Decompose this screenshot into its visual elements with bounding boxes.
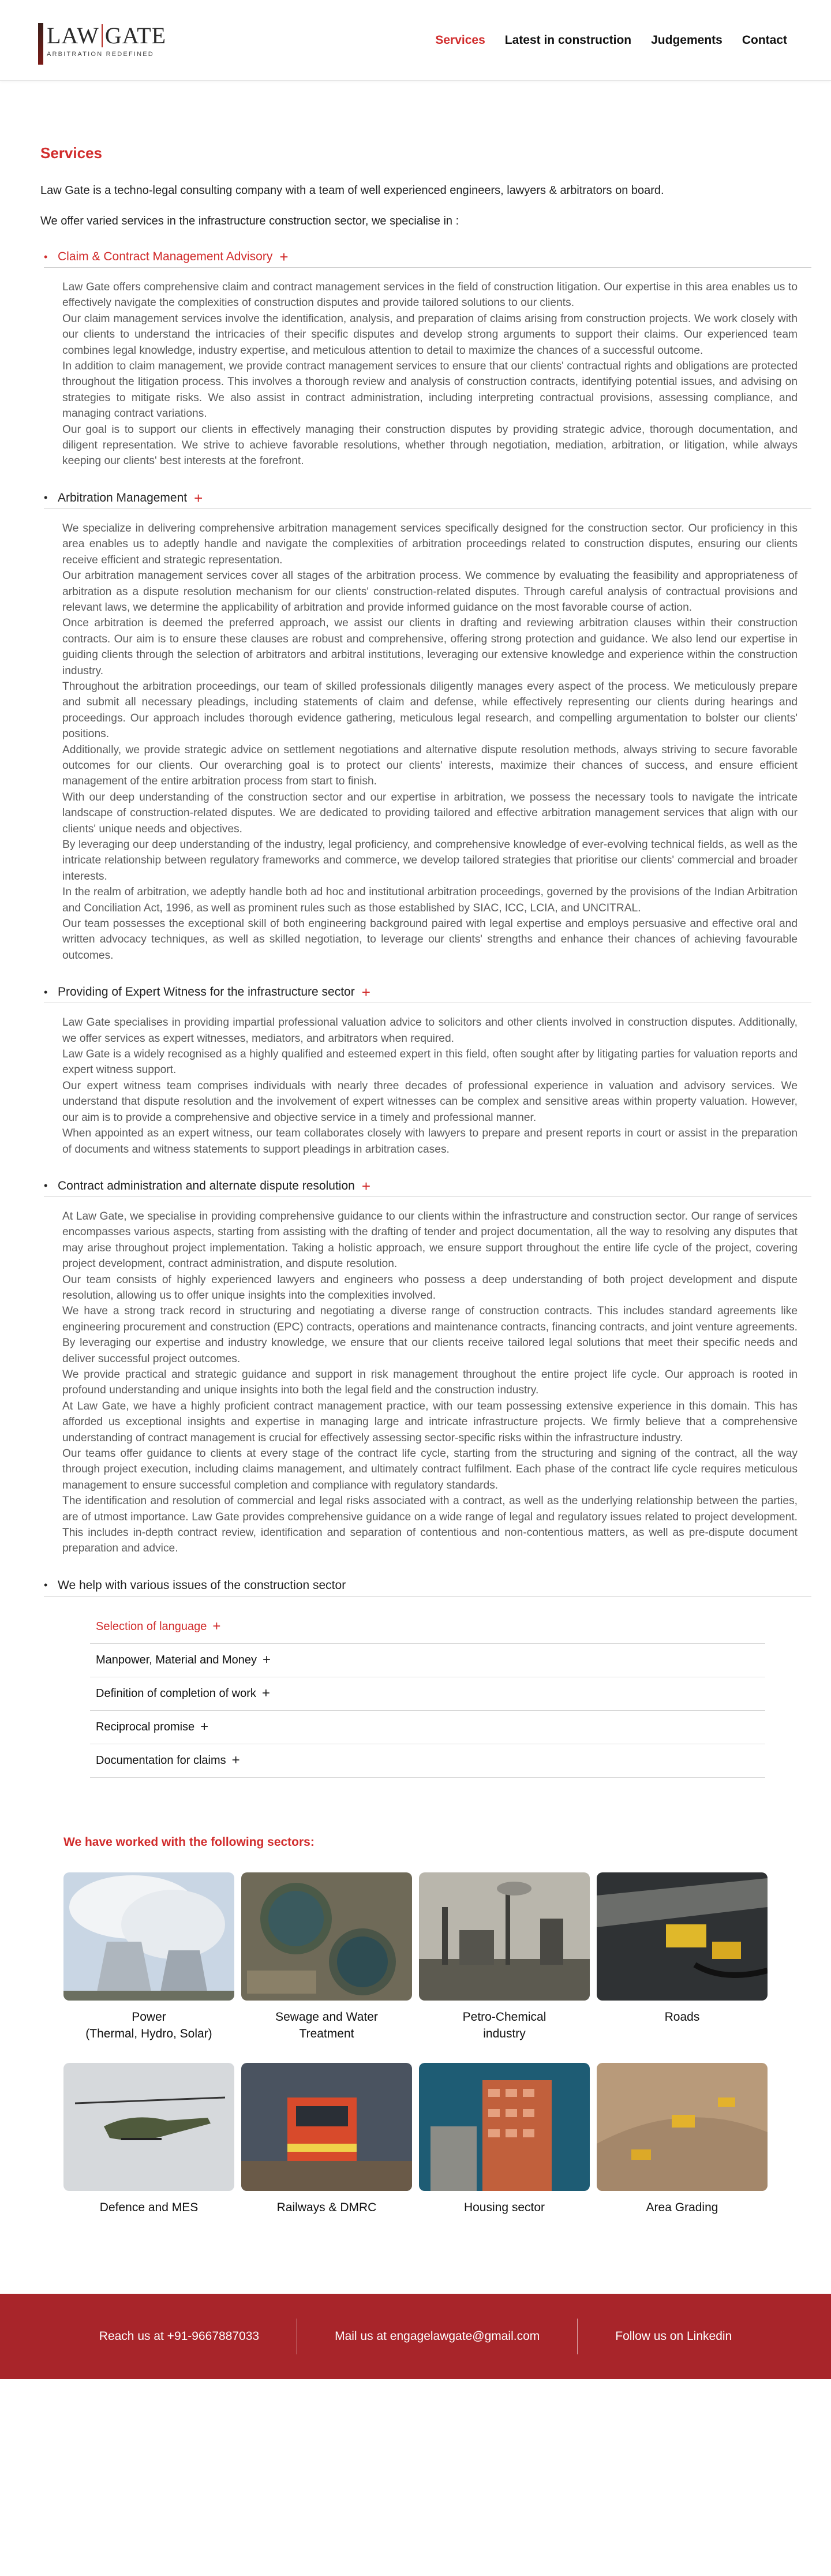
sector-label: Petro-Chemical industry <box>462 2010 546 2040</box>
area-grading-image <box>597 2063 768 2191</box>
accordion-paragraph: Once arbitration is deemed the preferred approach, we assist our clients in drafting and reviewing arbitration clauses within their construction contracts. Our aim is to ensure these clauses are robust and comprehensive, offering strong protection and guidance. We also lend our expertise in guiding clients through the selection of arbitrators and arbitral institutions, leveraging our extensive knowledge and experience within the construction industry. <box>62 617 798 677</box>
bullet-icon: • <box>44 492 48 504</box>
accordion-paragraph: Additionally, we provide strategic advice on settlement negotiations and alternative dispute resolution methods, always striving to secure favorable outcomes for our clients. Our overarching goal is to protect our clients' interests, maximize their chances of success, and ensure efficient management of the entire arbitration process from start to finish. <box>62 743 798 788</box>
plus-icon[interactable]: + <box>279 248 289 266</box>
accordion-paragraph: Law Gate offers comprehensive claim and contract management services in the field of construction litigation. Our expertise in this area enables us to effectively navigate the complexities of construction disputes and provide tailored solutions to our clients. <box>62 281 798 309</box>
sectors-grid <box>63 1872 791 2216</box>
bullet-icon: • <box>44 1579 48 1591</box>
plus-icon[interactable]: + <box>231 1752 240 1769</box>
logo-title-left: LAW <box>47 23 99 48</box>
plus-icon[interactable]: + <box>200 1719 209 1735</box>
accordion-paragraph: At Law Gate, we have a highly proficient contract management practice, with our team possessing extensive experience in this domain. This has afforded us exceptional insights and expertise in managing large and intricate infrastructure projects. We firmly believe that a comprehensive understanding of contract management is crucial for effectively assessing sector-specific risks within the infrastructure industry. <box>62 1400 798 1444</box>
accordion-paragraph: Our teams offer guidance to clients at every stage of the contract life cycle, starting from the structuring and signing of the contract, all the way through project execution, including claims management, and ultimately contract fulfilment. Each phase of the contract life cycle requires meticulous management to ensure successful completion and compliance with regulatory standards. <box>62 1448 798 1491</box>
site-footer <box>0 2294 831 2379</box>
intro-text: Law Gate is a techno-legal consulting company with a team of well experienced engineers, lawyers & arbitrators on board. <box>40 184 664 197</box>
accordion-paragraph: Our claim management services involve the identification, analysis, and preparation of claims arising from construction projects. We work closely with our clients to understand the intricacies of their specific disputes and develop strong arguments to support their claims. Our experienced team combines legal knowledge, industry expertise, and meticulous attention to detail to maximize the chances of a successful outcome. <box>62 312 798 357</box>
logo-tagline: ARBITRATION REDEFINED <box>47 51 154 58</box>
petrochemical-plant-image <box>419 1872 590 2001</box>
footer-linkedin-link[interactable]: Follow us on Linkedin <box>615 2329 732 2343</box>
plus-icon[interactable]: + <box>261 1685 270 1702</box>
help-section <box>44 1574 811 1778</box>
help-item[interactable] <box>90 1610 765 1644</box>
accordion-paragraph: Throughout the arbitration proceedings, our team of skilled professionals diligently manages every aspect of the process. We meticulously prepare and submit all necessary pleadings, including statements of claim and defense, while effectively representing our clients during hearings and proceedings. Our approach includes thorough evidence gathering, meticulous legal research, and compelling argumentation to bolster our clients' positions. <box>62 680 798 741</box>
accordion-body <box>44 268 811 469</box>
site-header <box>0 0 831 81</box>
sector-card <box>241 2063 412 2216</box>
accordion-paragraph: With our deep understanding of the construction sector and our expertise in arbitration, we possess the necessary tools to navigate the intricate landscape of construction-related disputes. We are dedicated to providing tailored and effective arbitration management services that align with our clients' unique needs and objectives. <box>62 791 798 835</box>
accordion-paragraph: In the realm of arbitration, we adeptly handle both ad hoc and institutional arbitration proceedings, governed by the provisions of the Indian Arbitration and Conciliation Act, 1996, as well as prominent rules such as those established by SIAC, ICC, LCIA, and UNCITRAL. <box>62 886 798 914</box>
plus-icon[interactable]: + <box>361 1177 370 1195</box>
sectors-title: We have worked with the following sectors: <box>63 1835 315 1849</box>
accordion-title: Contract administration and alternate dispute resolution <box>58 1179 355 1192</box>
accordion-paragraph: We have a strong track record in structuring and negotiating a diverse range of construction contracts. This includes standard agreements like engineering procurement and construction (EPC) contracts, operations and maintenance contracts, financing contracts, and joint venture agreements. By leveraging our expertise and industry knowledge, we ensure that our clients receive tailored legal solutions that meet their specific needs and deliver successful project outcomes. <box>62 1305 798 1365</box>
help-list <box>90 1610 765 1778</box>
logo-divider <box>102 24 103 47</box>
nav-contact[interactable]: Contact <box>742 33 787 47</box>
accordion-header[interactable] <box>44 981 811 1003</box>
accordion-header[interactable] <box>44 487 811 509</box>
main-content <box>0 81 831 2216</box>
bullet-icon: • <box>44 251 48 263</box>
accordion-header[interactable] <box>44 1175 811 1197</box>
help-title: We help with various issues of the construction sector <box>58 1578 346 1592</box>
sewage-plant-image <box>241 1872 412 2001</box>
plus-icon[interactable]: + <box>263 1652 271 1668</box>
accordion-paragraph: Our team consists of highly experienced lawyers and engineers who possess a deep understanding of both project development and dispute resolution, allowing us to offer unique insights into the complexities involved. <box>62 1273 798 1302</box>
help-item[interactable] <box>90 1744 765 1778</box>
accordion-paragraph: By leveraging our deep understanding of the industry, legal proficiency, and comprehensive knowledge of ever-evolving technical fields, as well as the intricate relationship between regulatory frameworks and commerce, we develop tailored strategies that prioritise our clients' commercial and broader interests. <box>62 839 798 883</box>
logo-title <box>47 23 166 48</box>
roads-image <box>597 1872 768 2001</box>
accordion-body <box>44 509 811 963</box>
sector-card <box>63 1872 234 2042</box>
plus-icon[interactable]: + <box>194 489 203 507</box>
accordion-title: Providing of Expert Witness for the infrastructure sector <box>58 985 355 999</box>
services-accordion <box>44 245 811 1557</box>
sector-card <box>419 2063 590 2216</box>
page-title: Services <box>40 144 102 162</box>
sector-card <box>63 2063 234 2216</box>
accordion-paragraph: Our arbitration management services cover all stages of the arbitration process. We commence by evaluating the feasibility and appropriateness of arbitration as a dispute resolution mechanism for our clients' construction-related disputes. Through careful analysis of contractual provisions and relevant laws, we determine the applicability of arbitration and provide informed guidance on the most favorable course of action. <box>62 570 798 614</box>
sector-label: Defence and MES <box>99 2200 199 2214</box>
accordion-body <box>44 1003 811 1157</box>
nav-judgements[interactable]: Judgements <box>651 33 723 47</box>
nav-services[interactable]: Services <box>435 33 485 47</box>
accordion-paragraph: Our expert witness team comprises individuals with nearly three decades of professional experience in valuation and advisory services. We understand that dispute resolution and the involvement of expert witnesses can be complex and sensitive areas within property valuation. However, our aim is to provide a comprehensive and objective service in a timely and professional manner. <box>62 1079 798 1124</box>
intro-specialise: We offer varied services in the infrastructure construction sector, we specialise in : <box>40 215 459 227</box>
sector-label: Housing sector <box>463 2200 545 2214</box>
help-item-label: Definition of completion of work <box>96 1687 256 1700</box>
sector-label: Sewage and Water Treatment <box>275 2010 378 2040</box>
nav-latest-in-construction[interactable]: Latest in construction <box>504 33 632 47</box>
accordion-header[interactable] <box>44 245 811 268</box>
accordion-title: Arbitration Management <box>58 491 188 504</box>
accordion-paragraph: Law Gate specialises in providing impartial professional valuation advice to solicitors and other clients involved in construction disputes. Additionally, we offer services as expert witnesses, mediators, and arbitrators when required. <box>62 1016 798 1045</box>
housing-construction-image <box>419 2063 590 2191</box>
footer-email-link[interactable]: Mail us at engagelawgate@gmail.com <box>335 2329 540 2343</box>
accordion-title: Claim & Contract Management Advisory <box>58 250 273 263</box>
sector-card <box>597 1872 768 2042</box>
accordion-paragraph: We specialize in delivering comprehensive arbitration management services specifically designed for the construction sector. Our proficiency in this area enables us to adeptly handle and navigate the complexities of arbitration proceedings related to construction disputes, ensuring our clients receive efficient and strategic representation. <box>62 522 798 566</box>
logo[interactable] <box>38 23 166 65</box>
plus-icon[interactable]: + <box>361 984 370 1001</box>
help-item-label: Selection of language <box>96 1620 207 1633</box>
sector-label: Roads <box>664 2010 700 2024</box>
logo-mark <box>38 23 43 65</box>
help-item[interactable] <box>90 1644 765 1677</box>
sector-label: Power (Thermal, Hydro, Solar) <box>85 2010 212 2040</box>
accordion-paragraph: Our goal is to support our clients in effectively managing their construction disputes by providing strategic advice, thorough documentation, and diligent representation. We strive to achieve favorable resolutions, whether through negotiation, mediation, arbitration, or litigation, while always keeping our clients' best interests at the forefront. <box>62 423 798 468</box>
help-item[interactable] <box>90 1677 765 1711</box>
railways-image <box>241 2063 412 2191</box>
help-header <box>44 1574 811 1597</box>
accordion-paragraph: In addition to claim management, we provide contract management services to ensure that our clients' contractual rights and obligations are protected throughout the litigation process. This involves a thorough review and analysis of construction contracts, identifying potential issues, and advising on strategies to mitigate risks. We also assist in contract administration, including interpreting contractual provisions, assessing compliance, and managing contract variations. <box>62 360 798 420</box>
sector-label: Railways & DMRC <box>276 2200 377 2214</box>
sector-card <box>419 1872 590 2042</box>
bullet-icon: • <box>44 986 48 998</box>
helicopter-image <box>63 2063 234 2191</box>
help-item-label: Documentation for claims <box>96 1754 226 1767</box>
plus-icon[interactable]: + <box>212 1618 221 1635</box>
power-plant-image <box>63 1872 234 2001</box>
accordion-paragraph: The identification and resolution of commercial and legal risks associated with a contract, as well as the underlying relationship between the parties, are of utmost importance. Law Gate provides comprehensive guidance on a wide range of legal and regulatory issues related to project development. This includes in-depth contract review, identification and separation of contentious and non-contentious matters, as well as pre-dispute document preparation and advice. <box>62 1495 798 1555</box>
main-nav <box>435 33 787 47</box>
sector-label: Area Grading <box>646 2200 718 2214</box>
sector-card <box>241 1872 412 2042</box>
logo-title-right: GATE <box>104 23 167 48</box>
accordion-paragraph: Law Gate is a widely recognised as a highly qualified and esteemed expert in this field, often sought after by litigating parties for valuation reports and expert witness support. <box>62 1048 798 1076</box>
accordion-paragraph: At Law Gate, we specialise in providing comprehensive guidance to our clients within the infrastructure and construction sector. Our range of services encompasses various aspects, starting from assisting with the drafting of tender and project documentation, all the way to resolving any disputes that may arise throughout project implementation. Taking a holistic approach, we ensure support throughout the entire life cycle of the project, covering project development, contract administration, and dispute resolution. <box>62 1210 798 1270</box>
accordion-paragraph: Our team possesses the exceptional skill of both engineering background paired with legal expertise and employs persuasive and effective oral and written advocacy techniques, as well as skilled negotiation, to leverage our clients' strengths and enhance their chances of achieving favourable outcomes. <box>62 918 798 962</box>
help-item-label: Reciprocal promise <box>96 1720 195 1733</box>
help-item-label: Manpower, Material and Money <box>96 1653 257 1666</box>
accordion-body <box>44 1197 811 1557</box>
bullet-icon: • <box>44 1180 48 1192</box>
accordion-paragraph: When appointed as an expert witness, our team collaborates closely with lawyers to prepare and present reports in court or assist in the preparation of documents and witness statements to support pleadings in arbitration cases. <box>62 1127 798 1156</box>
accordion-paragraph: We provide practical and strategic guidance and support in risk management throughout the entire project life cycle. Our approach is rooted in profound understanding and unique insights into both the legal field and the construction industry. <box>62 1368 798 1397</box>
footer-phone-link[interactable]: Reach us at +91-9667887033 <box>99 2329 260 2343</box>
help-item[interactable] <box>90 1711 765 1744</box>
sector-card <box>597 2063 768 2216</box>
